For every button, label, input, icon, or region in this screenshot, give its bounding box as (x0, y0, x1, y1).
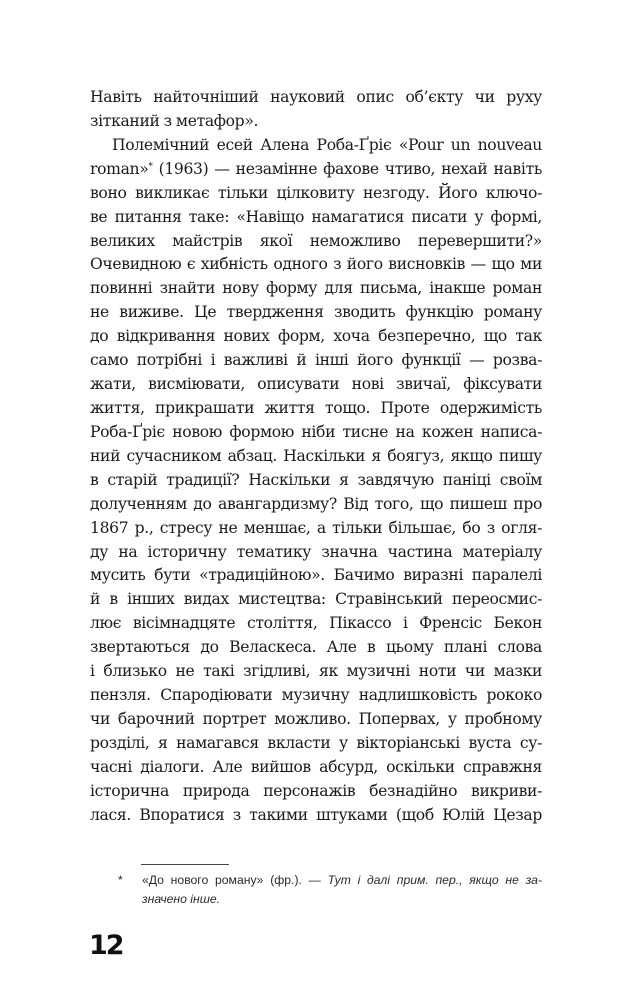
text-line: Навіть найточніший науковий опис об’єкту чи руху (90, 88, 542, 106)
footnote-divider (141, 864, 229, 865)
text-line: Роба-Ґріє новою формою ніби тисне на кожен написа- (90, 422, 542, 441)
text-line: 1867 р., стресу не меншає, а тільки більшає, бо з огля- (90, 518, 542, 537)
text-line: лася. Впоратися з такими штуками (щоб Юлій Цезар (90, 805, 542, 824)
text-line: повинні знайти нову форму для письма, інакше роман (90, 279, 542, 298)
body-text (90, 86, 542, 828)
text-line: жати, висміювати, описувати нові звичаї, фіксувати (90, 375, 542, 394)
text-line: великих майстрів якої неможливо перевершити?» (90, 231, 542, 250)
text-line (90, 158, 542, 182)
text-line: звертаються до Веласкеса. Але в цьому плані слова (90, 638, 542, 657)
text-fragment: (1963) — незамінне фахове чтиво, нехай навіть (152, 159, 542, 178)
footnote-note: значено інше. (142, 892, 220, 906)
text-line: життя, прикрашати життя тощо. Проте одержимість (90, 398, 542, 417)
text-line: долученням до авангардизму? Від того, що пишеш про (90, 494, 542, 513)
text-line: не виживе. Це твердження зводить функцію роману (90, 303, 542, 322)
text-line: Полемічний есей Алена Роба-Ґріє «Pour un nouveau (112, 135, 542, 154)
footnote (118, 871, 542, 909)
text-line: мусить бути «традиційною». Бачимо виразні паралелі (90, 566, 542, 585)
text-line: історична природа персонажів безнадійно викриви- (90, 781, 542, 800)
text-line: зітканий з метафор». (90, 111, 259, 130)
footnote-reference: * (148, 161, 153, 172)
text-line: воно викликає тільки цілковиту незгоду. Його ключо- (90, 183, 542, 202)
footnote-source: «До нового роману» (фр.). — (142, 873, 328, 887)
text-line: лює вісімнадцяте століття, Пікассо і Френсіс Бекон (90, 614, 542, 633)
text-line: ве питання таке: «Навіщо намагатися писати у формі, (90, 207, 542, 226)
text-line: до відкривання нових форм, хоча безперечно, що так (90, 327, 542, 346)
text-line: ний сучасником абзац. Наскільки я боягуз, якщо пишу (90, 446, 542, 465)
text-line: чи барочний портрет можливо. Поперваx, у пробному (90, 709, 542, 728)
text-line: ду на історичну тематику значна частина матеріалу (90, 542, 542, 561)
text-line: розділі, я намагався вкласти у вікторіанські вуста су- (90, 733, 542, 752)
text-fragment: roman» (90, 159, 149, 178)
footnote-note: Тут і далі прим. пер., якщо не за- (327, 873, 542, 887)
footnote-line (118, 871, 542, 890)
page-number: 12 (89, 930, 123, 961)
footnote-mark: * (118, 873, 123, 887)
text-line: в старій традиції? Наскільки я завдячую паніці своїм (90, 470, 542, 489)
footnote-line (118, 890, 542, 909)
text-line: й в інших видах мистецтва: Стравінський переосмис- (90, 590, 542, 609)
text-line: само потрібні і важливі й інші його функції — розва- (90, 351, 542, 370)
text-line: і близько не такі згідливі, як музичні ноти чи мазки (90, 662, 542, 681)
text-line: Очевидною є хибність одного з його висновків — що ми (90, 255, 542, 274)
text-line: пензля. Спародіювати музичну надлишковість рококо (90, 686, 542, 705)
text-line: часні діалоги. Але вийшов абсурд, оскільки справжня (90, 757, 542, 776)
